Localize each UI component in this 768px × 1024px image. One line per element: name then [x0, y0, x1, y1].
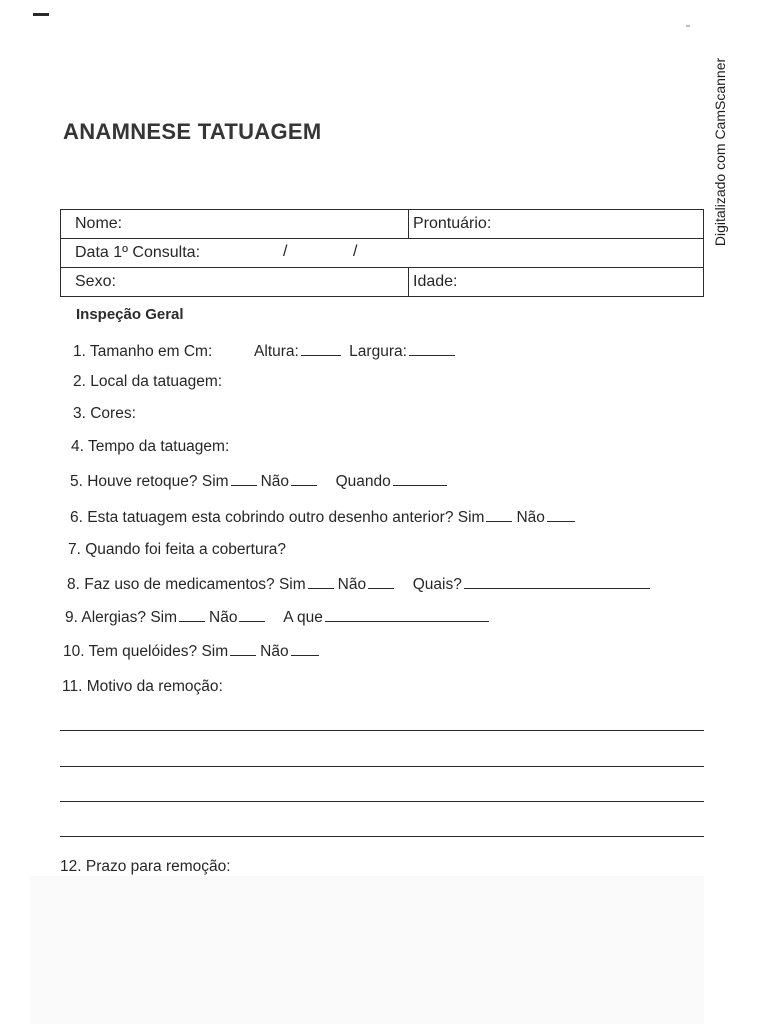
- question-text: 5. Houve retoque?: [70, 473, 198, 490]
- question-text: 7. Quando foi feita a cobertura?: [68, 541, 287, 558]
- question-9: [65, 607, 493, 628]
- date-slash: /: [353, 243, 358, 260]
- scanner-watermark: Digitalizado com CamScanner: [712, 57, 728, 247]
- nao-label: Não: [260, 473, 289, 490]
- scan-mark: [686, 25, 690, 27]
- nao-input[interactable]: [547, 507, 575, 522]
- sim-label: Sim: [201, 473, 229, 490]
- question-7: [68, 540, 286, 560]
- section-heading: Inspeção Geral: [76, 306, 184, 323]
- question-text: 6. Esta tatuagem esta cobrindo outro desenho anterior?: [70, 509, 454, 526]
- answer-line[interactable]: [60, 836, 704, 837]
- patient-info-table: [60, 209, 704, 297]
- sim-input[interactable]: [486, 507, 512, 522]
- sim-input[interactable]: [308, 574, 334, 589]
- question-text: 1. Tamanho em Cm:: [73, 343, 213, 360]
- question-11: [62, 677, 223, 697]
- question-6: [70, 507, 579, 528]
- sim-input[interactable]: [231, 471, 257, 486]
- question-5: [70, 471, 451, 492]
- sim-label: Sim: [201, 643, 229, 660]
- question-text: 8. Faz uso de medicamentos?: [67, 576, 275, 593]
- nao-label: Não: [209, 609, 238, 626]
- question-3: [73, 404, 136, 424]
- table-row: [61, 210, 703, 239]
- sexo-field[interactable]: [61, 268, 116, 296]
- question-2: [73, 372, 222, 392]
- nao-label: Não: [337, 576, 367, 593]
- answer-line[interactable]: [60, 730, 704, 731]
- quando-label: Quando: [335, 473, 391, 490]
- sexo-label: Sexo:: [75, 273, 116, 290]
- question-text: 10. Tem quelóides?: [63, 643, 198, 660]
- nao-input[interactable]: [291, 471, 317, 486]
- sim-input[interactable]: [230, 641, 256, 656]
- largura-label: Largura:: [349, 343, 407, 360]
- table-row: [61, 268, 703, 296]
- altura-input[interactable]: [301, 341, 341, 356]
- prontuario-field[interactable]: [408, 210, 703, 238]
- sim-input[interactable]: [179, 607, 205, 622]
- quando-input[interactable]: [393, 471, 447, 486]
- nome-label: Nome:: [75, 215, 123, 232]
- quais-input[interactable]: [464, 574, 650, 589]
- question-12: [60, 857, 231, 877]
- question-text: 12. Prazo para remoção:: [60, 858, 231, 875]
- largura-input[interactable]: [409, 341, 455, 356]
- question-4: [71, 437, 229, 457]
- a-que-input[interactable]: [325, 607, 489, 622]
- date-slash: /: [283, 243, 288, 260]
- question-text: 4. Tempo da tatuagem:: [71, 438, 230, 455]
- idade-label: Idade:: [413, 273, 458, 290]
- prontuario-label: Prontuário:: [413, 215, 492, 232]
- question-text: 3. Cores:: [73, 405, 136, 422]
- idade-field[interactable]: [408, 268, 703, 296]
- scan-shading: [30, 876, 704, 1024]
- scan-mark: [33, 13, 49, 16]
- nao-input[interactable]: [291, 641, 319, 656]
- a-que-label: A que: [283, 609, 323, 626]
- question-8: [67, 574, 654, 595]
- question-text: 2. Local da tatuagem:: [73, 373, 223, 390]
- question-text: 9. Alergias?: [65, 609, 146, 626]
- nao-label: Não: [516, 509, 545, 526]
- question-text: 11. Motivo da remoção:: [62, 678, 223, 695]
- altura-label: Altura:: [254, 343, 299, 360]
- nao-input[interactable]: [239, 607, 265, 622]
- form-title: ANAMNESE TATUAGEM: [63, 119, 322, 144]
- answer-line[interactable]: [60, 801, 704, 802]
- question-1: [73, 341, 459, 362]
- sim-label: Sim: [278, 576, 306, 593]
- data-consulta-label: Data 1º Consulta:: [75, 244, 201, 261]
- table-row: [61, 239, 703, 268]
- nome-field[interactable]: [61, 210, 122, 238]
- data-consulta-field[interactable]: [61, 239, 703, 267]
- question-10: [63, 641, 323, 662]
- answer-line[interactable]: [60, 766, 704, 767]
- nao-input[interactable]: [368, 574, 394, 589]
- sim-label: Sim: [457, 509, 485, 526]
- quais-label: Quais?: [412, 576, 462, 593]
- nao-label: Não: [260, 643, 289, 660]
- sim-label: Sim: [150, 609, 178, 626]
